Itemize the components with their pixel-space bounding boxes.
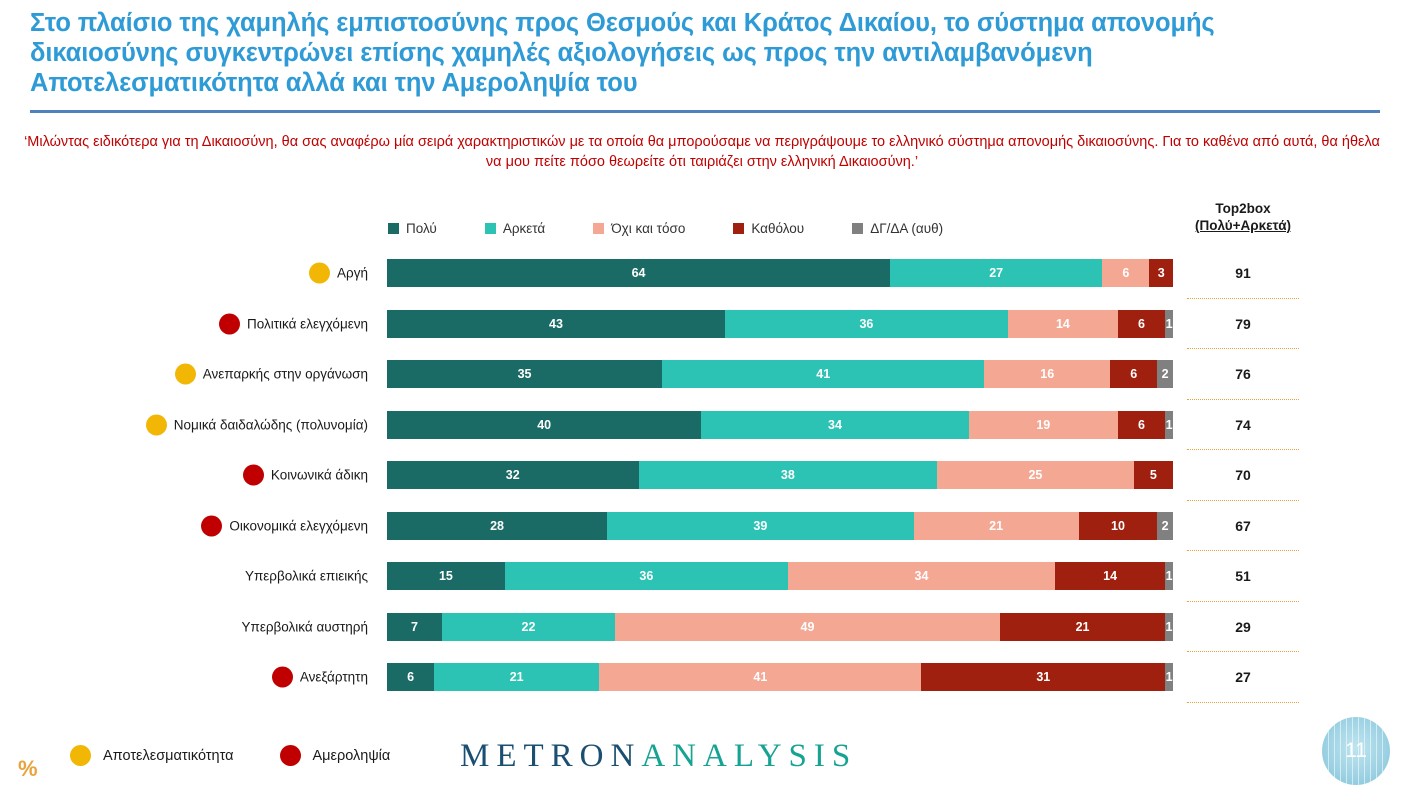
category-label: Αργή [337,265,368,281]
top2box-value: 51 [1235,568,1251,585]
top2box-divider [1187,702,1299,703]
bar-segment: 36 [725,310,1008,338]
question-text: ‘Μιλώντας ειδικότερα για τη Δικαιοσύνη, θα σας αναφέρω μία σειρά χαρακτηριστικών με τα οποία θα μπορούσαμε να περιγράψουμε το ελληνικό σύστημα απονομής δικαιοσύνης. Για το καθένα από αυτά, θα ήθελα να μου πείτε πόσο θεωρείτε ότι ταιριάζει στην ελληνική Δικαιοσύνη.’ [24,134,1380,170]
stacked-bar [387,562,1173,590]
chart-legend [388,221,1178,236]
bar-segment: 21 [914,512,1079,540]
category-label: Πολιτικά ελεγχόμενη [246,316,368,332]
bar-segment: 28 [387,512,607,540]
bar-segment: 14 [1055,562,1165,590]
impartiality-marker-icon [272,667,293,688]
top2box-subtitle: (Πολύ+Αρκετά) [1194,218,1292,233]
page-number: 11 [1345,739,1367,762]
stacked-bar [387,613,1173,641]
chart-row [0,602,1404,653]
legend-item [733,221,804,236]
chart-row [0,450,1404,501]
efficiency-marker-icon [175,364,196,385]
category-label: Υπερβολικά επιεικής [244,568,368,584]
legend-swatch-icon [485,223,496,234]
legend-swatch-icon [733,223,744,234]
legend-item [485,221,545,236]
top2box-value: 70 [1235,467,1251,484]
chart-row [0,349,1404,400]
top2box-value: 74 [1235,416,1251,433]
top2box-value: 29 [1235,618,1251,635]
category-label: Οικονομικά ελεγχόμενη [229,518,368,534]
footer-legend-label: Αμεροληψία [312,747,391,764]
efficiency-marker-icon [309,263,330,284]
footer-legend-dot-icon [70,745,91,766]
bar-segment: 43 [387,310,725,338]
legend-label: ΔΓ/ΔΑ (αυθ) [870,221,944,236]
bar-segment: 2 [1157,512,1173,540]
stacked-bar [387,360,1173,388]
bar-segment: 16 [984,360,1110,388]
legend-item [593,221,685,236]
bar-segment: 38 [639,461,938,489]
top2box-value: 76 [1235,366,1251,383]
bar-segment: 36 [505,562,788,590]
bar-segment: 5 [1134,461,1173,489]
bar-segment: 3 [1149,259,1173,287]
top2box-value: 79 [1235,315,1251,332]
category-label: Κοινωνικά άδικη [270,467,368,483]
legend-swatch-icon [388,223,399,234]
impartiality-marker-icon [201,515,222,536]
chart-row [0,299,1404,350]
page-title: Στο πλαίσιο της χαμηλής εμπιστοσύνης προς Θεσμούς και Κράτος Δικαίου, το σύστημα απονομής δικαιοσύνης συγκεντρώνει επίσης χαμηλές αξιολογήσεις ως προς την αντιλαμβανόμενη Αποτελεσματικότητα αλλά και την Αμεροληψία του [30,9,1215,97]
footer-legend [70,745,436,766]
bar-segment: 1 [1165,613,1173,641]
legend-label: Αρκετά [502,221,546,236]
percent-label: % [18,756,38,781]
legend-label: Όχι και τόσο [611,221,686,236]
legend-item [852,221,943,236]
bar-segment: 39 [607,512,914,540]
bar-segment: 21 [1000,613,1165,641]
chart-row [0,400,1404,451]
title-divider [30,110,1380,113]
top2box-value: 27 [1235,669,1251,686]
legend-label: Πολύ [406,221,437,236]
category-label: Ανεξάρτητη [299,669,368,685]
stacked-bar [387,411,1173,439]
bar-segment: 10 [1079,512,1158,540]
bar-segment: 64 [387,259,890,287]
bar-segment: 41 [662,360,984,388]
bar-segment: 34 [701,411,968,439]
logo-metron: METRON [460,738,642,774]
bar-segment: 6 [1102,259,1149,287]
chart-row [0,652,1404,703]
chart-plot-area [0,248,1404,703]
stacked-bar [387,259,1173,287]
impartiality-marker-icon [243,465,264,486]
category-label: Υπερβολικά αυστηρή [241,619,368,635]
top2box-header [1183,200,1303,234]
top2box-value: 67 [1235,517,1251,534]
legend-label: Καθόλου [751,221,805,236]
chart-row [0,501,1404,552]
bar-segment: 22 [442,613,615,641]
top2box-title: Top2box [1215,201,1271,216]
footer-legend-item [70,745,234,766]
bar-segment: 19 [969,411,1118,439]
bar-segment: 35 [387,360,662,388]
efficiency-marker-icon [146,414,167,435]
bar-segment: 14 [1008,310,1118,338]
stacked-bar [387,310,1173,338]
title-block [30,8,1330,98]
stacked-bar [387,461,1173,489]
stacked-bar [387,663,1173,691]
bar-segment: 49 [615,613,1000,641]
bar-segment: 40 [387,411,701,439]
footer-legend-label: Αποτελεσματικότητα [103,747,234,764]
footer-legend-dot-icon [280,745,301,766]
bar-segment: 1 [1165,411,1173,439]
bar-segment: 6 [387,663,434,691]
bar-segment: 31 [921,663,1165,691]
bar-segment: 1 [1165,562,1173,590]
footer-legend-item [280,745,391,766]
legend-swatch-icon [593,223,604,234]
bar-segment: 6 [1118,310,1165,338]
page-number-badge [1322,717,1390,785]
stacked-bar [387,512,1173,540]
impartiality-marker-icon [219,313,240,334]
bar-segment: 6 [1118,411,1165,439]
bar-segment: 25 [937,461,1134,489]
bar-segment: 41 [599,663,921,691]
category-label: Νομικά δαιδαλώδης (πολυνομία) [173,417,368,433]
bar-segment: 32 [387,461,639,489]
bar-segment: 34 [788,562,1055,590]
bar-segment: 6 [1110,360,1157,388]
chart-row [0,248,1404,299]
bar-segment: 15 [387,562,505,590]
bar-segment: 1 [1165,310,1173,338]
legend-swatch-icon [852,223,863,234]
category-label: Ανεπαρκής στην οργάνωση [202,366,368,382]
legend-item [388,221,437,236]
metron-analysis-logo [460,738,857,775]
top2box-value: 91 [1235,265,1251,282]
bar-segment: 7 [387,613,442,641]
bar-segment: 2 [1157,360,1173,388]
bar-segment: 1 [1165,663,1173,691]
bar-segment: 21 [434,663,599,691]
logo-analysis: ANALYSIS [641,738,858,774]
chart-row [0,551,1404,602]
bar-segment: 27 [890,259,1102,287]
